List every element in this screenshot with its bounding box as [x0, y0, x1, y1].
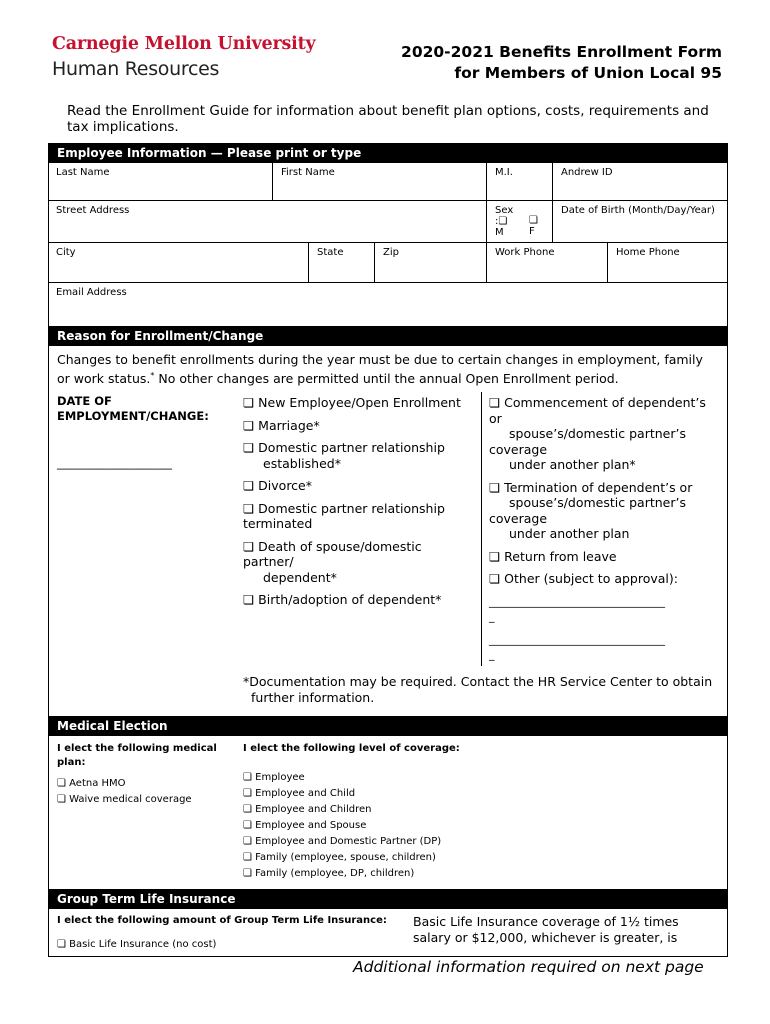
work-phone-field[interactable] — [486, 243, 607, 283]
level-family-dp[interactable]: ❏ Family (employee, DP, children) — [243, 868, 415, 879]
footer-note: Additional information required on next page — [353, 958, 704, 976]
home-phone-field[interactable] — [607, 243, 728, 283]
work-phone-label: Work Phone — [495, 247, 555, 258]
option-dp-established[interactable]: ❏ Domestic partner relationship established* — [243, 440, 445, 471]
coverage-levels — [243, 770, 441, 882]
state-label: State — [317, 247, 344, 258]
street-address-label: Street Address — [56, 205, 130, 216]
mi-label: M.I. — [495, 167, 513, 178]
zip-field[interactable] — [374, 243, 486, 283]
employee-info-heading: Employee Information — Please print or type — [48, 143, 728, 163]
home-phone-label: Home Phone — [616, 247, 680, 258]
reason-intro — [57, 352, 725, 386]
option-birth-adoption[interactable]: ❏ Birth/adoption of dependent* — [243, 592, 442, 607]
level-employee-child[interactable]: ❏ Employee and Child — [243, 788, 356, 799]
dob-field[interactable] — [552, 201, 728, 243]
medical-plans — [57, 776, 192, 808]
reason-col2 — [489, 395, 721, 663]
life-heading: Group Term Life Insurance — [48, 889, 728, 909]
email-label: Email Address — [56, 287, 127, 298]
andrew-id-field[interactable] — [552, 163, 728, 201]
zip-label: Zip — [383, 247, 399, 258]
city-label: City — [56, 247, 76, 258]
level-employee-dp[interactable]: ❏ Employee and Domestic Partner (DP) — [243, 836, 442, 847]
level-employee-spouse[interactable]: ❏ Employee and Spouse — [243, 820, 367, 831]
dob-label: Date of Birth (Month/Day/Year) — [561, 205, 715, 216]
change-date-blank[interactable]: ____________________ — [57, 456, 172, 470]
reason-intro-line2: or work status.* No other changes are permitted until the annual Open Enrollment period. — [57, 370, 619, 386]
basic-life-option[interactable]: ❏ Basic Life Insurance (no cost) — [57, 939, 217, 950]
cmu-logo-wordmark: Carnegie Mellon University — [52, 34, 316, 54]
last-name-field[interactable] — [48, 163, 272, 201]
option-commencement[interactable]: ❏ Commencement of dependent’s or spouse’s/domestic partner’s coverage under another plan* — [489, 395, 706, 472]
reason-col1 — [243, 395, 478, 608]
medical-plan-label: I elect the following medical plan: — [57, 743, 217, 768]
mi-field[interactable] — [486, 163, 552, 201]
option-death[interactable]: ❏ Death of spouse/domestic partner/ dependent* — [243, 538, 422, 585]
option-return-leave[interactable]: ❏ Return from leave — [489, 548, 617, 564]
medical-heading: Medical Election — [48, 716, 728, 736]
intro-text: Read the Enrollment Guide for information about benefit plan options, costs, requirements and tax implications. — [67, 103, 709, 135]
state-field[interactable] — [308, 243, 374, 283]
last-name-label: Last Name — [56, 167, 110, 178]
option-dp-terminated[interactable]: ❏ Domestic partner relationship terminated — [243, 500, 445, 531]
other-blank-2[interactable]: ________________________________ _ — [489, 632, 665, 661]
change-date-label: DATE OF EMPLOYMENT/CHANGE: — [57, 394, 209, 423]
sex-m-checkbox[interactable]: :❏ M — [495, 216, 508, 238]
option-other[interactable]: ❏ Other (subject to approval): — [489, 571, 678, 586]
plan-waive[interactable]: ❏ Waive medical coverage — [57, 794, 192, 805]
email-field[interactable] — [48, 283, 728, 320]
first-name-label: First Name — [281, 167, 335, 178]
option-termination[interactable]: ❏ Termination of dependent’s or spouse’s/domestic partner’s coverage under another plan — [489, 479, 693, 541]
form-title-line1: 2020-2021 Benefits Enrollment Form — [401, 43, 722, 61]
plan-aetna-hmo[interactable]: ❏ Aetna HMO — [57, 778, 126, 789]
form-title — [401, 42, 722, 84]
sex-label: Sex — [495, 205, 514, 216]
life-elect-label: I elect the following amount of Group Term Life Insurance: — [57, 915, 387, 926]
level-family-spouse[interactable]: ❏ Family (employee, spouse, children) — [243, 852, 436, 863]
other-blank-1[interactable]: ________________________________ _ — [489, 594, 665, 623]
footnote-marker: * — [150, 370, 155, 380]
employee-info-grid — [48, 163, 728, 320]
first-name-field[interactable] — [272, 163, 486, 201]
documentation-note: *Documentation may be required. Contact the HR Service Center to obtain further information. — [243, 674, 713, 705]
reason-divider — [481, 392, 482, 666]
reason-intro-line1: Changes to benefit enrollments during the year must be due to certain changes in employment, family — [57, 352, 703, 367]
coverage-level-label: I elect the following level of coverage: — [243, 743, 460, 754]
option-marriage[interactable]: ❏ Marriage* — [243, 417, 320, 433]
andrew-id-label: Andrew ID — [561, 167, 613, 178]
reason-heading: Reason for Enrollment/Change — [48, 326, 728, 346]
sex-f-checkbox[interactable]: ❏ F — [529, 215, 538, 237]
sex-field — [486, 201, 552, 243]
level-employee[interactable]: ❏ Employee — [243, 772, 305, 783]
option-new-employee[interactable]: ❏ New Employee/Open Enrollment — [243, 395, 461, 410]
option-divorce[interactable]: ❏ Divorce* — [243, 478, 313, 493]
hr-logo-subtitle: Human Resources — [52, 58, 220, 80]
life-description: Basic Life Insurance coverage of 1½ times salary or $12,000, whichever is greater, is — [413, 914, 679, 945]
level-employee-children[interactable]: ❏ Employee and Children — [243, 804, 372, 815]
city-field[interactable] — [48, 243, 308, 283]
street-address-field[interactable] — [48, 201, 486, 243]
form-title-line2: for Members of Union Local 95 — [454, 64, 722, 82]
